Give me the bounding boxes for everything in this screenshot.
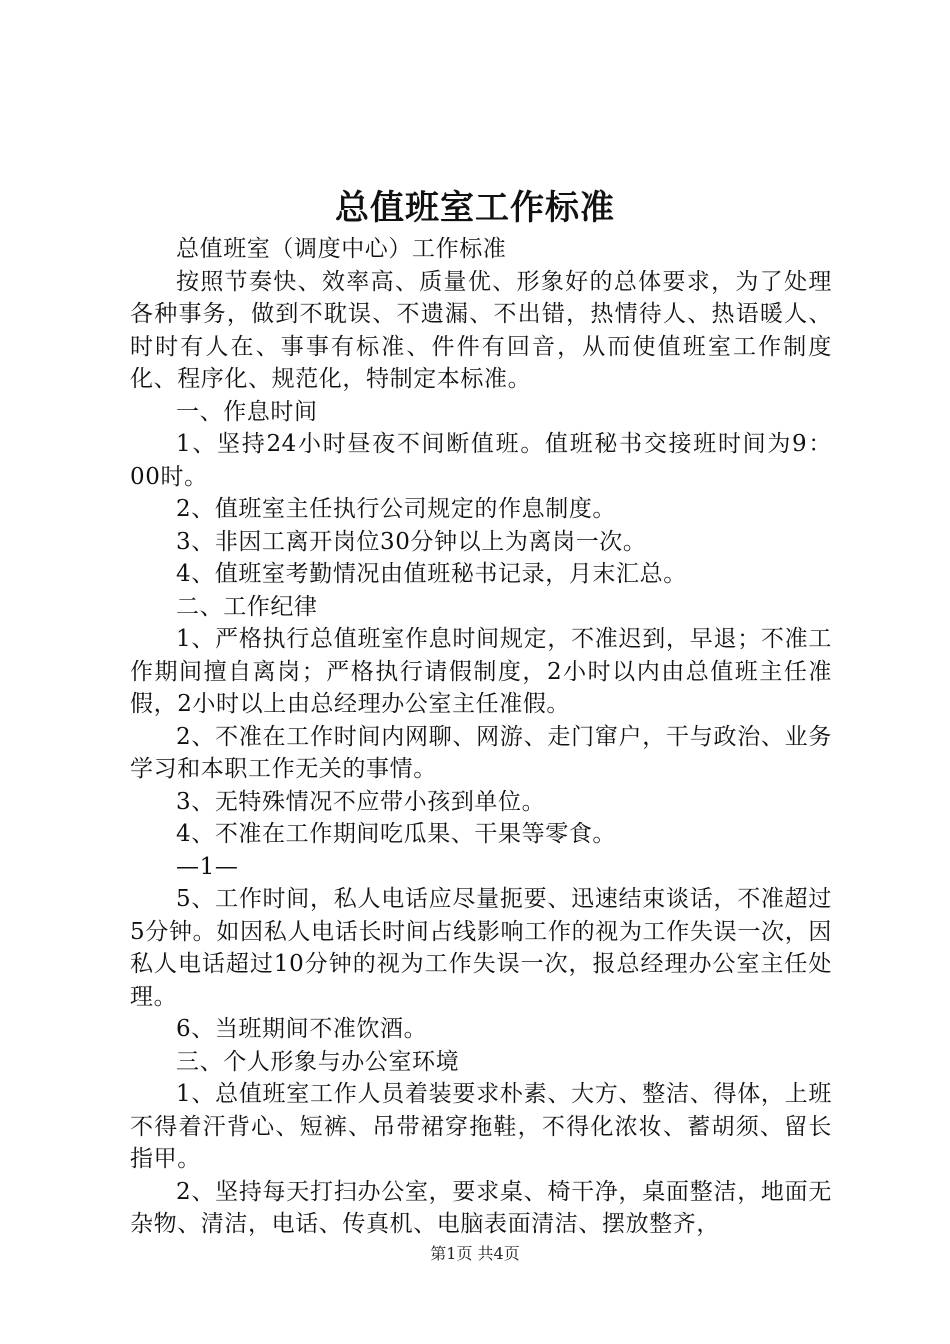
- paragraph: 6、当班期间不准饮酒。: [176, 1016, 428, 1042]
- paragraph: 总值班室（调度中心）工作标准: [176, 236, 507, 262]
- paragraph: 4、不准在工作期间吃瓜果、干果等零食。: [176, 821, 617, 847]
- document-body: [130, 233, 832, 1241]
- paragraph: 3、无特殊情况不应带小孩到单位。: [176, 788, 546, 815]
- section-heading: 三、个人形象与办公室环境: [176, 1048, 460, 1075]
- paragraph: 1、坚持24小时昼夜不间断值班。值班秘书交接班时间为9：00时。: [130, 431, 832, 490]
- section-heading: 二、工作纪律: [176, 593, 318, 620]
- paragraph: 1、严格执行总值班室作息时间规定，不准迟到，早退；不准工作期间擅自离岗；严格执行请假制度，2小时以内由总值班主任准假，2小时以上由总经理办公室主任准假。: [130, 626, 832, 717]
- section-heading: 一、作息时间: [176, 398, 318, 425]
- paragraph: 1、总值班室工作人员着装要求朴素、大方、整洁、得体，上班不得着汗背心、短裤、吊带裙穿拖鞋，不得化浓妆、蓄胡须、留长指甲。: [130, 1081, 832, 1172]
- paragraph: 2、坚持每天打扫办公室，要求桌、椅干净，桌面整洁，地面无杂物、清洁，电话、传真机、电脑表面清洁、摆放整齐，: [130, 1178, 832, 1237]
- inline-page-number: —1—: [176, 853, 239, 880]
- page-footer: 第1页 共4页: [430, 1244, 520, 1263]
- paragraph: 按照节奏快、效率高、质量优、形象好的总体要求，为了处理各种事务，做到不耽误、不遗漏、不出错，热情待人、热语暖人、时时有人在、事事有标准、件件有回音，从而使值班室工作制度化、程序化、规范化，特制定本标准。: [130, 268, 832, 392]
- paragraph: 4、值班室考勤情况由值班秘书记录，月末汇总。: [176, 561, 687, 587]
- paragraph: 2、值班室主任执行公司规定的作息制度。: [176, 496, 617, 522]
- document-title: 总值班室工作标准: [335, 188, 615, 228]
- paragraph: 2、不准在工作时间内网聊、网游、走门窜户，干与政治、业务学习和本职工作无关的事情。: [130, 723, 832, 782]
- paragraph: 3、非因工离开岗位30分钟以上为离岗一次。: [176, 528, 647, 555]
- paragraph: 5、工作时间，私人电话应尽量扼要、迅速结束谈话，不准超过5分钟。如因私人电话长时间占线影响工作的视为工作失误一次，因私人电话超过10分钟的视为工作失误一次，报总经理办公室主任处理。: [130, 886, 832, 1010]
